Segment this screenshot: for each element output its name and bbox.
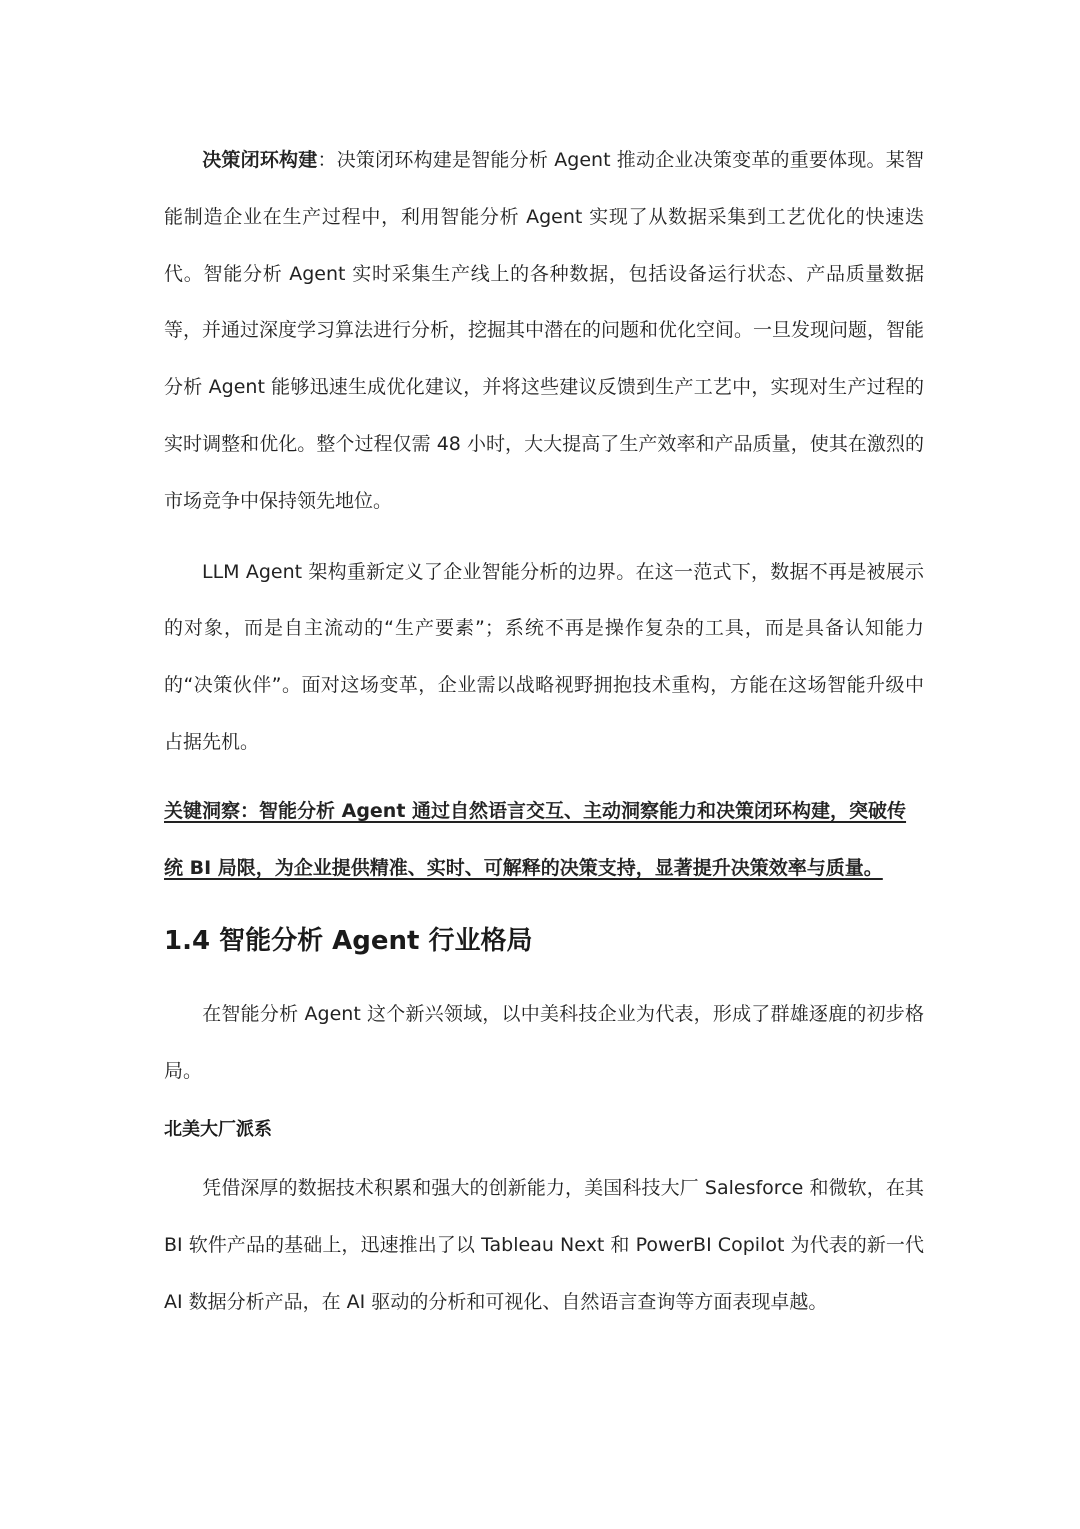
spacer: [164, 530, 924, 544]
paragraph-north-america: [164, 1160, 924, 1330]
lead-separator: ：: [317, 149, 337, 171]
spacer: [164, 771, 924, 783]
section-heading: 1.4 智能分析 Agent 行业格局: [164, 926, 533, 957]
subsection-heading: 北美大厂派系: [164, 1118, 272, 1140]
key-insight: [164, 783, 924, 897]
paragraph-text: 决策闭环构建是智能分析 Agent 推动企业决策变革的重要体现。某智能制造企业在生产过程中，利用智能分析 Agent 实现了从数据采集到工艺优化的快速迭代。智能分析 Agent 实时采集生产线上的各种数据，包括设备运行状态、产品质量数据等，并通过深度学习算法进行分析，挖掘其中潜在的问题和优化空间。一旦发现问题，智能分析 Agent 能够迅速生成优化建议，并将这些建议反馈到生产工艺中，实现对生产过程的实时调整和优化。整个过程仅需 48 小时，大大提高了生产效率和产品质量，使其在激烈的市场竞争中保持领先地位。: [164, 149, 925, 512]
paragraph-text: 在智能分析 Agent 这个新兴领域，以中美科技企业为代表，形成了群雄逐鹿的初步格局。: [164, 1003, 924, 1083]
paragraph-llm-agent: [164, 544, 924, 771]
paragraph-text: LLM Agent 架构重新定义了企业智能分析的边界。在这一范式下，数据不再是被展示的对象，而是自主流动的“生产要素”；系统不再是操作复杂的工具，而是具备认知能力的“决策伙伴”。面对这场变革，企业需以战略视野拥抱技术重构，方能在这场智能升级中占据先机。: [164, 560, 924, 753]
paragraph-decision-loop: [164, 132, 924, 530]
paragraph-text: 凭借深厚的数据技术积累和强大的创新能力，美国科技大厂 Salesforce 和微软，在其 BI 软件产品的基础上，迅速推出了以 Tableau Next 和 PowerBI Copilot 为代表的新一代 AI 数据分析产品，在 AI 驱动的分析和可视化、自然语言查询等方面表现卓越。: [164, 1176, 924, 1313]
paragraph-industry-landscape: [164, 986, 924, 1100]
document-page: [164, 132, 924, 1330]
key-insight-text: 关键洞察：智能分析 Agent 通过自然语言交互、主动洞察能力和决策闭环构建，突破传统 BI 局限，为企业提供精准、实时、可解释的决策支持，显著提升决策效率与质量。: [164, 799, 907, 879]
paragraph-lead-term: 决策闭环构建: [202, 149, 318, 171]
